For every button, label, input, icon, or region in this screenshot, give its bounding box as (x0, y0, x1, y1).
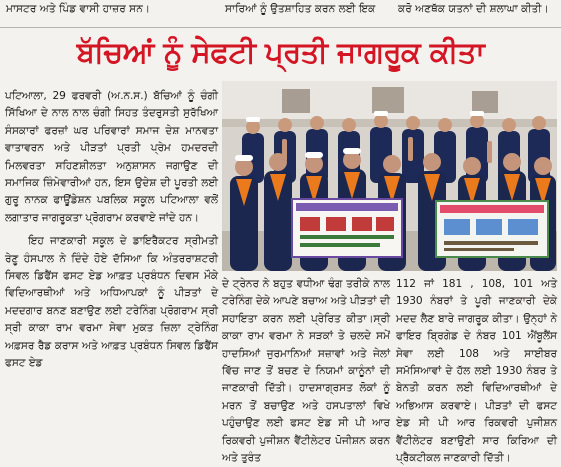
paragraph-training: ਦੇ ਟ੍ਰੇਨਰ ਨੇ ਬਹੁਤ ਵਧੀਆ ਢੰਗ ਤਰੀਕੇ ਨਾਲ ਟਰੇਨਿੰਗ ਦੇਕੇ ਆਪਣੇ ਬਚਾਅ ਅਤੇ ਪੀੜਤਾਂ ਦੀ ਸਹਾਇਤਾ ਕਰਨ ਲਈ ਪ੍ਰੇਰਿਤ ਕੀਤਾ।ਸ੍ਰੀ ਕਾਕਾ ਰਾਮ ਵਰਮਾ ਨੇ ਸੜਕਾਂ ਤੇ ਚਲਦੇ ਸਮੇਂ ਹਾਦਸਿਆਂ ਜੁਰਮਾਨਿਆਂ ਸਜ਼ਾਵਾਂ ਅਤੇ ਜੇਲਾਂ ਵਿੱਚ ਜਾਣ ਤੋਂ ਬਚਣ ਦੇ ਨਿਯਮਾਂ ਕਾਨੂੰਨਾਂ ਦੀ ਜਾਣਕਾਰੀ ਦਿੱਤੀ। ਹਾਦਸਾਗ੍ਰਸਤ ਲੋਕਾਂ ਨੂੰ ਮਰਨ ਤੋਂ ਬਚਾਉਣ ਅਤੇ ਹਸਪਤਾਲਾਂ ਵਿਖੇ ਪਹੁੰਚਾਉਣ ਲਈ ਫਸਟ ਏਡ ਸੀ ਪੀ ਆਰ ਰਿਕਵਰੀ ਪੁਜੀਸ਼ਨ ਵੈਂਟੀਲੇਟਰ ਪੋਜੀਸ਼ਨ ਕਰਨ ਅਤੇ ਤੁਰੰਤ (222, 278, 390, 465)
column-right (396, 276, 557, 467)
paragraph-intro: ਪਟਿਆਲਾ, 29 ਫਰਵਰੀ (ਅ.ਨ.ਸ.) ਬੱਚਿਆਂ ਨੂੰ ਚੰਗੀ ਸਿੱਖਿਆ ਦੇ ਨਾਲ ਨਾਲ ਚੰਗੀ ਸਿਹਤ ਤੰਦਰੁਸਤੀ ਸੁਰੱਖਿਆ ਸੰਸਕਾਰਾਂ ਫਰਜ਼ਾਂ ਘਰ ਪਰਿਵਾਰਾਂ ਸਮਾਜ ਦੇਸ਼ ਮਾਨਵਤਾ ਵਾਤਾਵਰਨ ਅਤੇ ਪੀੜਤਾਂ ਪ੍ਰਤੀ ਪ੍ਰੇਮ ਹਮਦਰਦੀ ਮਿਲਵਰਤਾ ਸਹਿਣਸ਼ੀਲਤਾ ਅਨੁਸ਼ਾਸਨ ਜਗਾਉਣ ਦੀ ਸਮਾਜਿਕ ਜ਼ਿੰਮੇਵਾਰੀਆਂ ਹਨ, ਇਸ ਉਦੇਸ਼ ਦੀ ਪੂਰਤੀ ਲਈ ਗੁਰੂ ਨਾਨਕ ਫਾਊਂਡੇਸ਼ਨ ਪਬਲਿਕ ਸਕੂਲ ਪਟਿਆਲਾ ਵਲੋਂ ਲਗਾਤਾਰ ਜਾਗਰੂਕਤਾ ਪ੍ਰੋਗਰਾਮ ਕਰਵਾਏ ਜਾਂਦੇ ਹਨ। (5, 90, 218, 224)
article-photo (222, 81, 557, 271)
column-left (5, 88, 218, 373)
paragraph-helplines: 112 ਜਾਂ 181 , 108, 101 ਅਤੇ 1930 ਨੰਬਰਾਂ ਤੇ ਪੂਰੀ ਜਾਣਕਾਰੀ ਦੇਕੇ ਮਦਦ ਲੈਣ ਬਾਰੇ ਜਾਗਰੂਕ ਕੀਤਾ। ਉਨ੍ਹਾਂ ਨੇ ਫਾਇਰ ਬ੍ਰਿਗੇਡ ਦੇ ਨੰਬਰ 101 ਐਂਬੂਲੈਂਸ ਸੇਵਾ ਲਈ 108 ਅਤੇ ਸਾਈਬਰ ਸਮੱਸਿਆਵਾਂ ਦੇ ਹੱਲ ਲਈ 1930 ਨੰਬਰ ਤੇ ਬੇਨਤੀ ਕਰਨ ਲਈ ਵਿਦਿਆਰਥੀਆਂ ਦੇ ਅਭਿਆਸ ਕਰਵਾਏ। ਪੀੜਤਾਂ ਦੀ ਫਸਟ ਏਡ ਸੀ ਪੀ ਆਰ ਰਿਕਵਰੀ ਪੁਜੀਸ਼ਨ ਵੈਂਟੀਲੇਟਰ ਬਣਾਉਣੀ ਸਾਰ ਕਿਰਿਆ ਦੀ ਪ੍ਰੈਕਟੀਕਲ ਜਾਣਕਾਰੀ ਦਿੱਤੀ। (396, 278, 557, 465)
students-photo-illustration (222, 81, 557, 271)
top-strip-middle-text: ਸਾਰਿਆਂ ਨੂੰ ਉਤਸ਼ਾਹਿਤ ਕਰਨ ਲਈ ਇਕ (225, 3, 376, 15)
column-middle (222, 276, 390, 467)
top-strip-left-text: ਮਾਸਟਰ ਅਤੇ ਪਿੰਡ ਵਾਸੀ ਹਾਜ਼ਰ ਸਨ। (6, 3, 151, 15)
headline-bar (0, 30, 561, 74)
top-strip-right-text: ਕਰੋ ਅਣਥੱਕ ਯਤਨਾਂ ਦੀ ਸ਼ਲਾਘਾ ਕੀਤੀ। (398, 3, 549, 15)
article-headline: ਬੱਚਿਆਂ ਨੂੰ ਸੇਫਟੀ ਪ੍ਰਤੀ ਜਾਗਰੂਕ ਕੀਤਾ (76, 34, 485, 69)
top-divider (0, 27, 561, 28)
top-strip (0, 0, 561, 28)
paragraph-director: ਇਹ ਜਾਣਕਾਰੀ ਸਕੂਲ ਦੇ ਡਾਇਰੈਕਟਰ ਸ੍ਰੀਮਤੀ ਰੇਣੂ ਹੰਸਪਾਲ ਨੇ ਦਿੰਦੇ ਹੋਏ ਦੱਸਿਆ ਕਿ ਅੰਤਰਰਾਸ਼ਟਰੀ ਸਿਵਲ ਡਿਫੈਂਸ ਫਸਟ ਏਡ ਆਫ਼ਤ ਪ੍ਰਬੰਧਨ ਦਿਵਸ ਮੌਕੇ ਵਿਦਿਆਰਥੀਆਂ ਅਤੇ ਅਧਿਆਪਕਾਂ ਨੂੰ ਪੀੜਤਾਂ ਦੇ ਮਦਦਗਾਰ ਬਨਣ ਬਣਾਉਣ ਲਈ ਟਰੇਨਿੰਗ ਪ੍ਰੋਗਰਾਮ ਸ੍ਰੀ ਸ੍ਰੀ ਕਾਕਾ ਰਾਮ ਵਰਮਾ ਸੇਵਾ ਮੁਕਤ ਜ਼ਿਲਾ ਟ੍ਰੇਨਿੰਗ ਅਫ਼ਸਰ ਰੈਡ ਕਰਾਸ ਅਤੇ ਆਫ਼ਤ ਪ੍ਰਬੰਧਨ ਸਿਵਲ ਡਿਫੈਂਸ ਫਸਟ ਏਡ (5, 235, 218, 370)
